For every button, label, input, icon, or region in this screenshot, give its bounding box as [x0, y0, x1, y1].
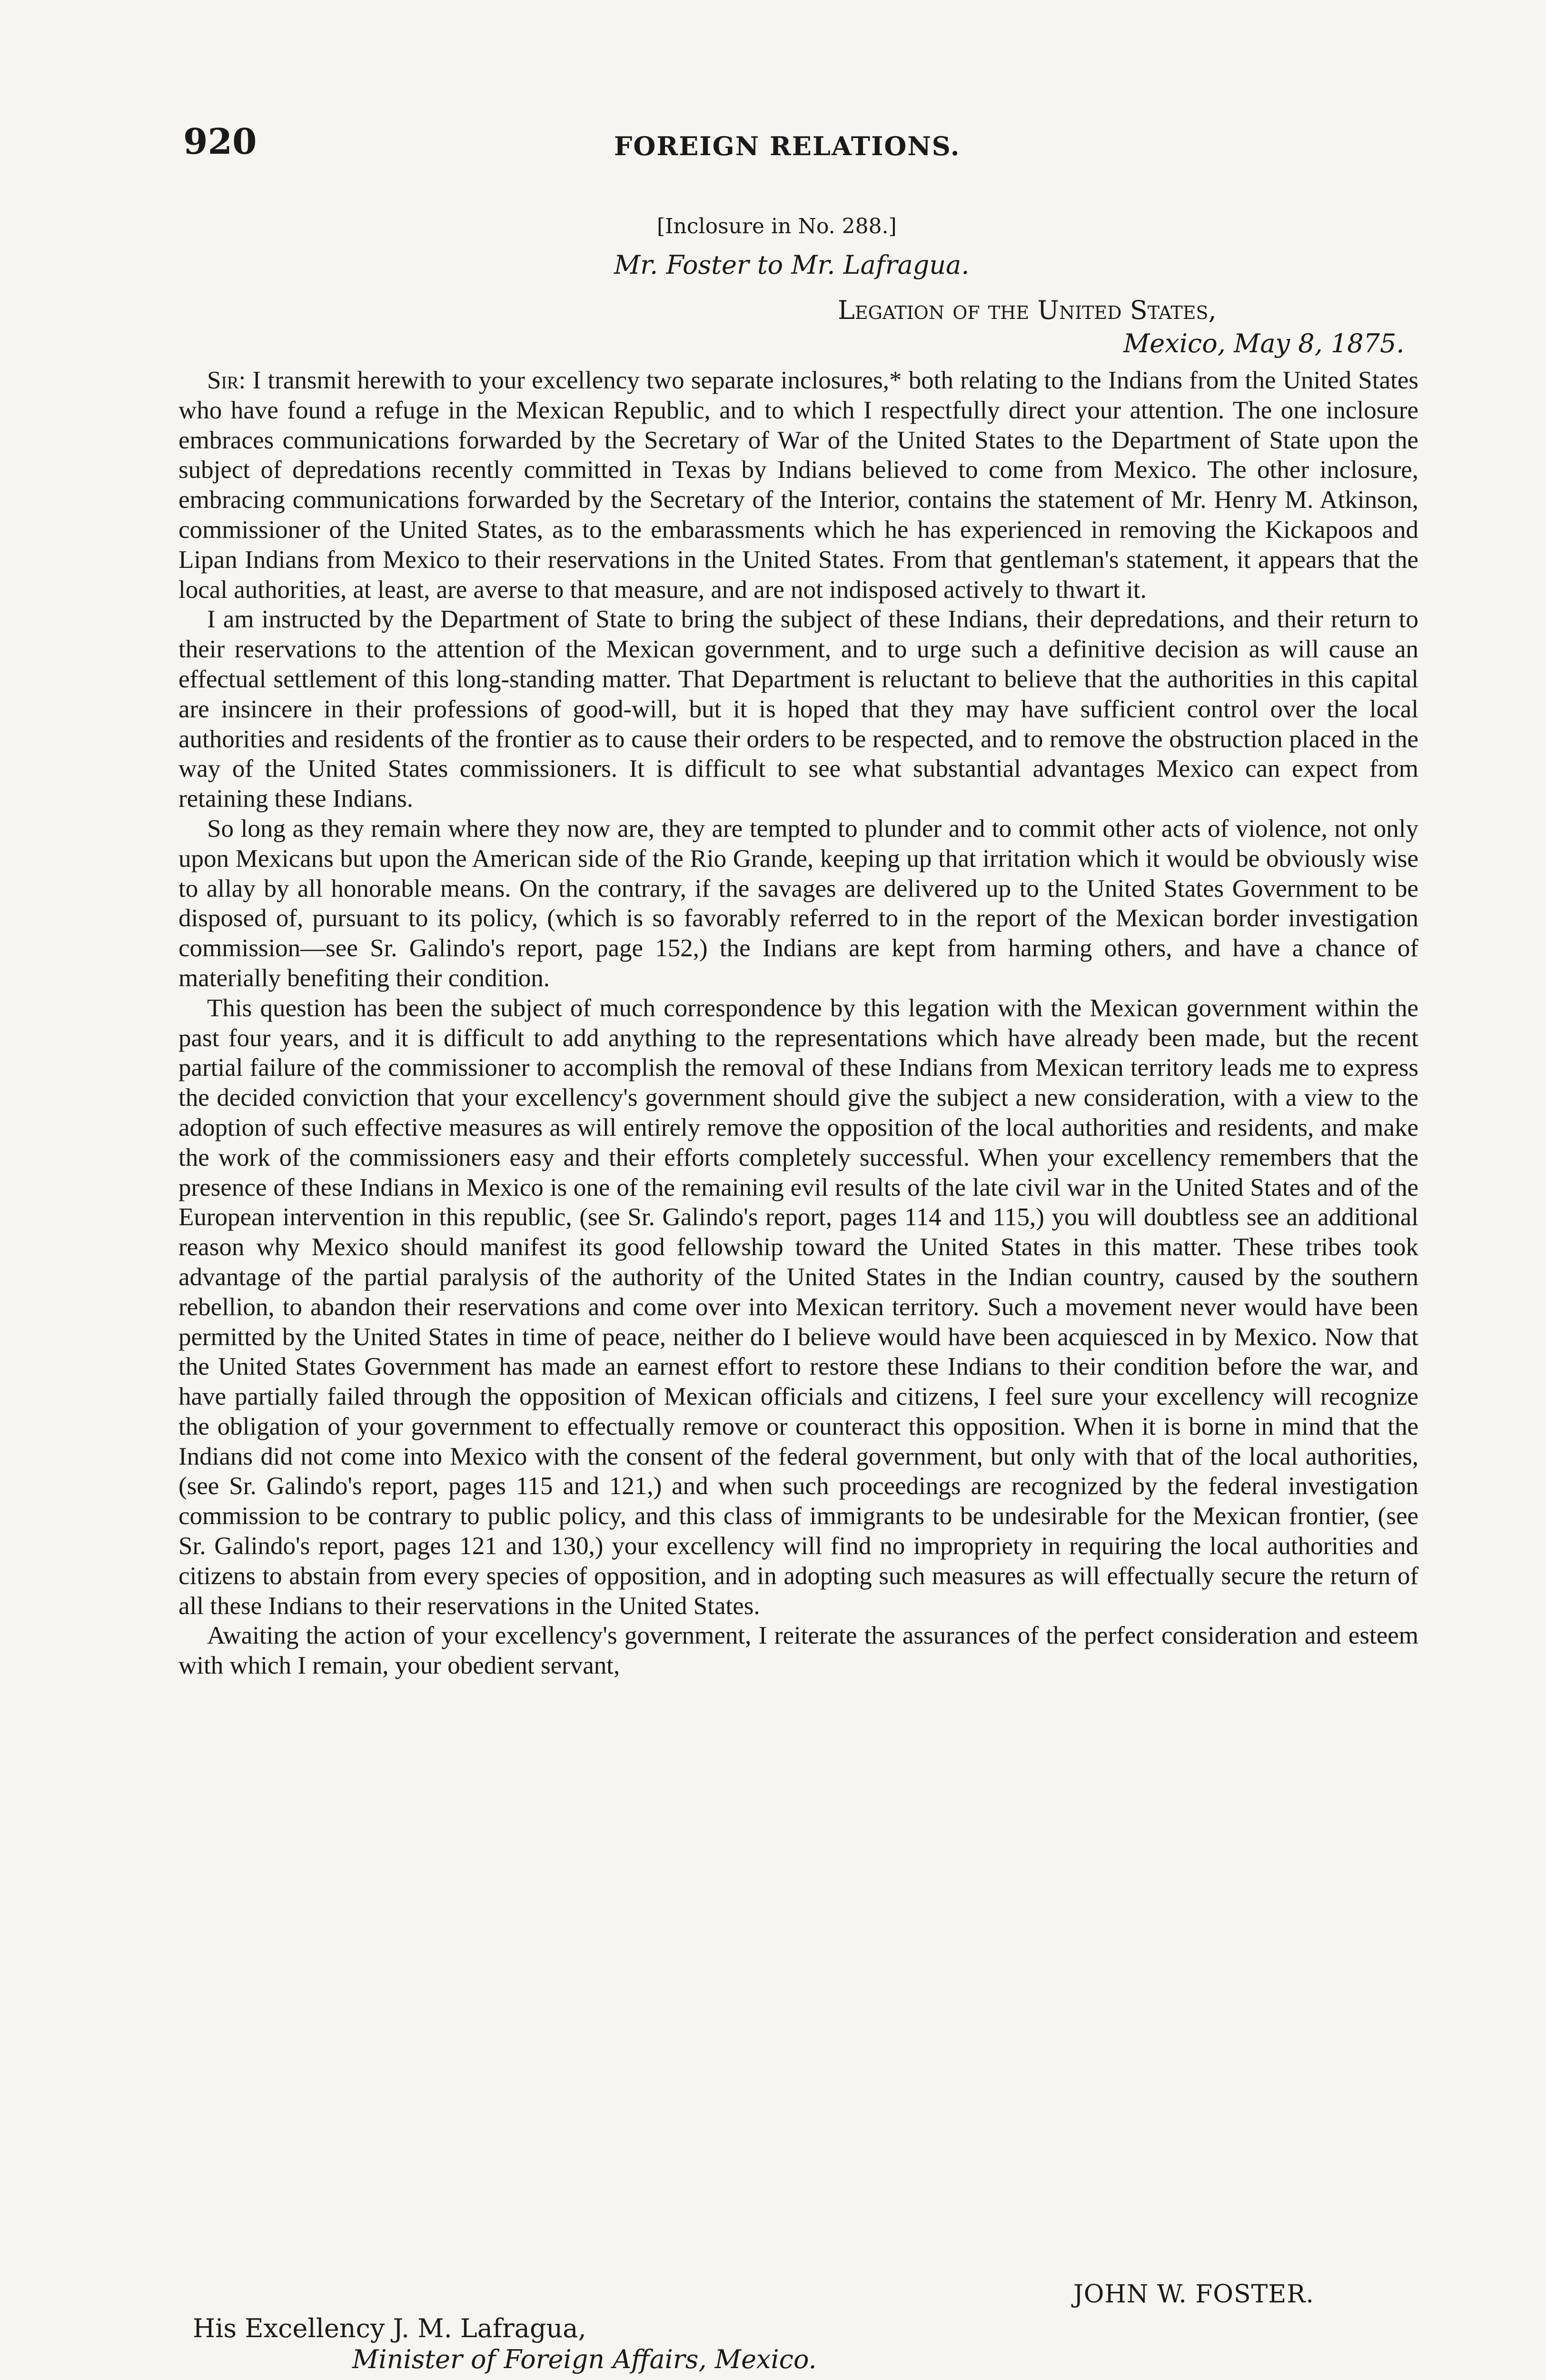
paragraph-1 — [178, 366, 1418, 605]
paragraph-1-text: I transmit herewith to your excellency two separate inclosures,* both relating to the Indians from the United States who have found a refuge in the Mexican Republic, and to which I respectfully direct your attention. The one inclosure embraces communications forwarded by the Secretary of War of the United States to the Department of State upon the subject of depredations recently committed in Texas by Indians believed to come from Mexico. The other inclosure, embracing communications forwarded by the Secretary of the Interior, contains the statement of Mr. Henry M. Atkinson, commissioner of the United States, as to the embarassments which he has experienced in removing the Kickapoos and Lipan Indians from Mexico to their reservations in the United States. From that gentleman's statement, it appears that the local authorities, at least, are averse to that measure, and are not indisposed actively to thwart it. — [178, 367, 1418, 604]
place-line: Legation of the United States, — [838, 295, 1217, 325]
enclosure-note: [Inclosure in No. 288.] — [657, 214, 897, 238]
salutation: Sir: — [207, 367, 246, 394]
signature: JOHN W. FOSTER. — [1073, 2280, 1314, 2309]
closing: Awaiting the action of your excellency's government, I reiterate the assurances of the perfect consideration and esteem with which I remain, your obedient servant, — [178, 1622, 1418, 1680]
date-line: Mexico, May 8, 1875. — [1123, 328, 1405, 358]
paragraph-3: So long as they remain where they now are, they are tempted to plunder and to commit other acts of violence, not only upon Mexicans but upon the American side of the Rio Grande, keeping up that irritation which it would be obviously wise to allay by all honorable means. On the contrary, if the savages are delivered up to the United States Government to be disposed of, pursuant to its policy, (which is so favorably referred to in the report of the Mexican border investigation commission—see Sr. Galindo's report, page 152,) the Indians are kept from harming others, and have a chance of materially benefiting their condition. — [178, 814, 1418, 992]
page-number: 920 — [183, 121, 257, 162]
letter-title: Mr. Foster to Mr. Lafragua. — [614, 250, 970, 280]
paragraph-4: This question has been the subject of much correspondence by this legation with the Mexican government within the past four years, and it is difficult to add anything to the representations which have already been made, but the recent partial failure of the commissioner to accomplish the removal of these Indians from Mexican territory leads me to express the decided conviction that your excellency's government should give the subject a new consideration, with a view to the adoption of such effective measures as will entirely remove the opposition of the local authorities and residents, and make the work of the commissioners easy and their efforts completely successful. When your excellency remembers that the presence of these Indians in Mexico is one of the remaining evil results of the late civil war in the United States and of the European intervention in this republic, (see Sr. Galindo's report, pages 114 and 115,) you will doubtless see an additional reason why Mexico should manifest its good fellowship toward the United States in this matter. These tribes took advantage of the partial paralysis of the authority of the United States in the Indian country, caused by the southern rebellion, to abandon their reservations and come over into Mexican territory. Such a movement never would have been permitted by the United States in time of peace, neither do I believe would have been acquiesced in by Mexico. Now that the United States Government has made an earnest effort to restore these Indians to their condition before the war, and have partially failed through the opposition of Mexican officials and citizens, I feel sure your excellency will recognize the obligation of your government to effectually remove or counteract this opposition. When it is borne in mind that the Indians did not come into Mexico with the consent of the federal government, but only with that of the local authorities, (see Sr. Galindo's report, pages 115 and 121,) and when such proceedings are recognized by the federal investigation commission to be contrary to public policy, and this class of immigrants to be undesirable for the Mexican frontier, (see Sr. Galindo's report, pages 121 and 130,) your excellency will find no impropriety in requiring the local authorities and citizens to abstain from every species of opposition, and in adopting such measures as will effectually secure the return of all these Indians to their reservations in the United States. — [178, 994, 1418, 1620]
addressee: His Excellency J. M. Lafragua, — [193, 2313, 586, 2343]
paragraph-2: I am instructed by the Department of State to bring the subject of these Indians, their depredations, and their return to their reservations to the attention of the Mexican government, and to urge such a definitive decision as will cause an effectual settlement of this long-standing matter. That Department is reluctant to believe that the authorities in this capital are insincere in their professions of good-will, but it is hoped that they may have sufficient control over the local authorities and residents of the frontier as to cause their orders to be respected, and to remove the obstruction placed in the way of the United States commissioners. It is difficult to see what substantial advantages Mexico can expect from retaining these Indians. — [178, 605, 1418, 813]
addressee-title: Minister of Foreign Affairs, Mexico. — [352, 2344, 817, 2374]
running-head: FOREIGN RELATIONS. — [614, 131, 961, 161]
letter-body — [178, 366, 1418, 1681]
